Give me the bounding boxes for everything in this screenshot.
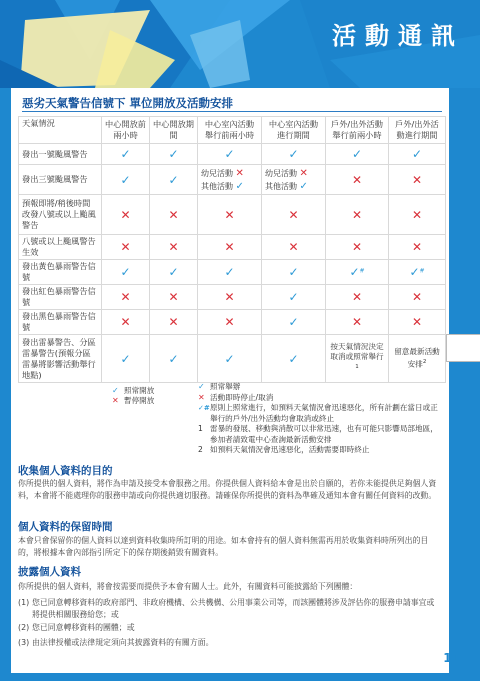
heading-retention-period: 個人資料的保留時間 [18, 521, 113, 533]
list-item [18, 637, 440, 649]
list-number: (2) [18, 623, 30, 632]
table-cell [150, 144, 198, 165]
check-icon: ✓ [288, 147, 299, 161]
cross-icon: ✕ [224, 207, 235, 222]
table-row [19, 260, 446, 285]
legend-text: 活動即時停止/取消 [210, 392, 274, 402]
table-row [19, 165, 446, 195]
page-number: 11 [443, 651, 460, 665]
list-number: (3) [18, 638, 30, 647]
list-item [18, 622, 440, 634]
check-icon: ✓ [112, 386, 119, 395]
cross-icon: ✕ [168, 240, 179, 254]
sub-activity-label: 其他活動 [201, 181, 233, 191]
row-label: 發出一號颱風警告 [19, 144, 102, 165]
cross-icon: ✕ [235, 167, 244, 179]
table-cell [326, 165, 389, 195]
table-cell [198, 335, 262, 383]
cross-icon: ✕ [351, 240, 363, 254]
sub-activity-other [265, 180, 322, 193]
heading-disclosure: 披露個人資料 [18, 566, 81, 578]
table-cell [198, 235, 262, 260]
section-title: 惡劣天氣警告信號下 單位開放及活動安排 [22, 96, 234, 110]
row-label: 預報即將/稍後時間改發八號或以上颱風警告 [19, 195, 102, 235]
footnote-ref: 2 [422, 359, 427, 366]
list-item [18, 597, 440, 620]
table-cell [262, 285, 326, 310]
page-title: 活動通訊 [332, 22, 464, 50]
legend-text: 照常開放 [124, 386, 155, 395]
footnote-ref: 1 [355, 364, 359, 371]
cross-icon: ✕ [411, 240, 423, 254]
legend-text: 雷暴的發展、移動與消散可以非常迅速，也有可能只影響局部地區，參加者請致電中心查詢最新活動安排 [210, 424, 438, 444]
list-text: 由法律授權或法律規定須向其披露資料的有關方面。 [32, 638, 214, 647]
row-label: 八號或以上颱風警告生效 [19, 235, 102, 260]
sub-activity-kids [265, 167, 322, 180]
table-header-row [19, 117, 446, 144]
paragraph-disclosure: 你所提供的個人資料，將會按需要而提供予本會有關人士。此外，有關資料可能披露給下列團體： [18, 582, 358, 591]
footnote-number: 2 [198, 445, 203, 454]
cross-icon: ✕ [351, 315, 363, 329]
footnote-number: 1 [198, 424, 203, 433]
legend-item [198, 403, 444, 424]
check-icon: ✓ [409, 265, 420, 279]
list-number: (1) [18, 598, 30, 607]
cross-icon: ✕ [411, 315, 423, 329]
table-cell [102, 144, 150, 165]
table-cell [389, 165, 446, 195]
check-icon: ✓ [224, 265, 235, 279]
table-cell [326, 285, 389, 310]
legend-text: 暫停開放 [124, 396, 155, 405]
cross-icon: ✕ [120, 240, 131, 254]
check-icon: ✓ [168, 351, 179, 366]
sub-activity-label: 幼兒活動 [265, 168, 297, 178]
table-cell [326, 235, 389, 260]
cross-icon: ✕ [168, 315, 179, 329]
paragraph-collection-purpose: 你所提供的個人資料，將作為申請及接受本會服務之用。你提供個人資料給本會是出於自願的，若你未能提供足夠個人資料，本會將不能處理你的服務申請或向你提供適切服務。請確保你所提供的資料為準確及通知本會有關任何資料的改動。 [18, 479, 437, 500]
table-cell [262, 335, 326, 383]
legend-item [112, 386, 154, 396]
table-cell [389, 285, 446, 310]
table-cell [150, 285, 198, 310]
cross-icon: ✕ [168, 290, 179, 304]
cross-icon: ✕ [288, 240, 299, 254]
cross-icon: ✕ [198, 392, 205, 402]
table-row [19, 335, 446, 383]
table-row [19, 144, 446, 165]
cross-icon: ✕ [288, 207, 299, 222]
table-cell [198, 285, 262, 310]
check-icon: ✓ [288, 351, 299, 366]
table-row [19, 235, 446, 260]
row-label: 發出紅色暴雨警告信號 [19, 285, 102, 310]
table-cell [389, 260, 446, 285]
row-label: 發出黃色暴雨警告信號 [19, 260, 102, 285]
sub-activity-other [201, 180, 258, 193]
check-icon: ✓ [299, 180, 308, 192]
paragraph-retention-period: 本會只會保留你的個人資料以達到資料收集時所訂明的用途。如本會持有的個人資料無需再用於收集資料時所列出的目的，將根據本會內部指引所定下的保存期後銷毀有關資料。 [18, 536, 429, 557]
table-cell [262, 195, 326, 235]
row-label: 發出雷暴警告、分區雷暴警告(預報分區雷暴將影響活動舉行地點) [19, 335, 102, 383]
table-cell [102, 165, 150, 195]
cross-icon: ✕ [351, 172, 363, 187]
legend-open-status [112, 386, 154, 406]
table-cell [198, 165, 262, 195]
check-icon: ✓ [349, 265, 360, 279]
table-cell [150, 335, 198, 383]
table-cell [198, 260, 262, 285]
table-cell [262, 235, 326, 260]
table-cell [150, 310, 198, 335]
table-cell [262, 165, 326, 195]
table-cell [326, 260, 389, 285]
legend-item [198, 382, 444, 393]
table-cell [102, 310, 150, 335]
legend-text: 如預料天氣情況會迅速惡化，活動需要即時終止 [210, 445, 370, 454]
table-cell [102, 235, 150, 260]
table-row [19, 310, 446, 335]
table-cell [262, 260, 326, 285]
sub-activity-label: 幼兒活動 [201, 168, 233, 178]
cross-icon: ✕ [120, 207, 131, 222]
note-text: 留意最新活動安排 [394, 347, 440, 369]
check-icon: ✓ [235, 180, 244, 192]
table-row [19, 285, 446, 310]
table-cell [150, 165, 198, 195]
cross-icon: ✕ [351, 290, 363, 304]
table-cell [198, 310, 262, 335]
cross-icon: ✕ [112, 396, 119, 405]
check-icon: ✓ [351, 147, 363, 161]
check-icon: ✓ [224, 147, 235, 161]
legend-item [198, 445, 444, 456]
table-cell [389, 310, 446, 335]
side-tab [446, 334, 480, 362]
table-cell [102, 260, 150, 285]
table-cell [150, 235, 198, 260]
sub-activity-kids [201, 167, 258, 180]
legend-item [112, 396, 154, 406]
check-icon: ✓ [288, 290, 299, 304]
column-header: 戶外/出外活動舉行前兩小時 [326, 117, 389, 144]
row-label: 發出黑色暴雨警告信號 [19, 310, 102, 335]
cross-icon: ✕ [168, 207, 179, 222]
column-header: 中心開放前兩小時 [102, 117, 150, 144]
cross-icon: ✕ [411, 207, 423, 222]
cross-icon: ✕ [299, 167, 308, 179]
check-icon: ✓ [168, 147, 179, 161]
check-hash-icon: ✓# [198, 404, 210, 412]
table-cell [150, 260, 198, 285]
table-cell [389, 335, 446, 383]
table-cell [102, 195, 150, 235]
legend-item [198, 424, 444, 445]
table-cell [326, 144, 389, 165]
note-text: 按天氣情況決定取消或照常舉行 [330, 342, 384, 362]
sub-activity-label: 其他活動 [265, 181, 297, 191]
table-cell [262, 310, 326, 335]
column-header: 天氣情況 [19, 117, 102, 144]
table-cell [102, 285, 150, 310]
cross-icon: ✕ [120, 290, 131, 304]
cross-icon: ✕ [120, 315, 131, 329]
table-cell [262, 144, 326, 165]
column-header: 中心開放期間 [150, 117, 198, 144]
table-cell [326, 335, 389, 383]
hash-mark: # [419, 267, 425, 275]
table-cell [150, 195, 198, 235]
check-icon: ✓ [288, 315, 299, 329]
legend-activity-status [198, 382, 444, 456]
check-icon: ✓ [168, 265, 179, 279]
check-icon: ✓ [168, 172, 179, 187]
check-icon: ✓ [288, 265, 299, 279]
check-icon: ✓ [120, 172, 131, 187]
column-header: 中心室內活動進行期間 [262, 117, 326, 144]
cross-icon: ✕ [351, 207, 363, 222]
cross-icon: ✕ [411, 290, 423, 304]
table-cell [198, 144, 262, 165]
check-icon: ✓ [120, 351, 131, 366]
column-header: 中心室內活動舉行前兩小時 [198, 117, 262, 144]
check-icon: ✓ [224, 351, 235, 366]
row-label: 發出三號颱風警告 [19, 165, 102, 195]
table-cell [326, 310, 389, 335]
legend-text: 照常舉辦 [210, 382, 241, 391]
hash-mark: # [359, 267, 365, 275]
table-cell [389, 144, 446, 165]
check-icon: ✓ [120, 265, 131, 279]
cross-icon: ✕ [411, 172, 423, 187]
legend-text: 原則上照常進行，如預料天氣情況會迅速惡化，所有計劃在當日或正舉行的戶外/出外活動均會取消或終止 [210, 403, 438, 423]
list-text: 您已同意轉移資料的團體；或 [32, 623, 135, 632]
heading-collection-purpose: 收集個人資料的目的 [18, 465, 113, 477]
table-cell [389, 195, 446, 235]
table-row [19, 195, 446, 235]
cross-icon: ✕ [224, 240, 235, 254]
check-icon: ✓ [411, 147, 423, 161]
cross-icon: ✕ [224, 315, 235, 329]
legend-item [198, 393, 444, 404]
table-cell [102, 335, 150, 383]
check-icon: ✓ [198, 382, 205, 391]
list-text: 您已同意轉移資料的政府部門、非政府機構、公共機構、公用事業公司等，而該團體將涉及評估你的服務申請事宜或將提供相關服務給您；或 [32, 598, 435, 619]
column-header: 戶外/出外活動進行期間 [389, 117, 446, 144]
title-divider [22, 111, 442, 112]
cross-icon: ✕ [224, 290, 235, 304]
check-icon: ✓ [120, 147, 131, 161]
weather-arrangement-table [18, 116, 446, 383]
table-cell [198, 195, 262, 235]
table-cell [389, 235, 446, 260]
table-cell [326, 195, 389, 235]
